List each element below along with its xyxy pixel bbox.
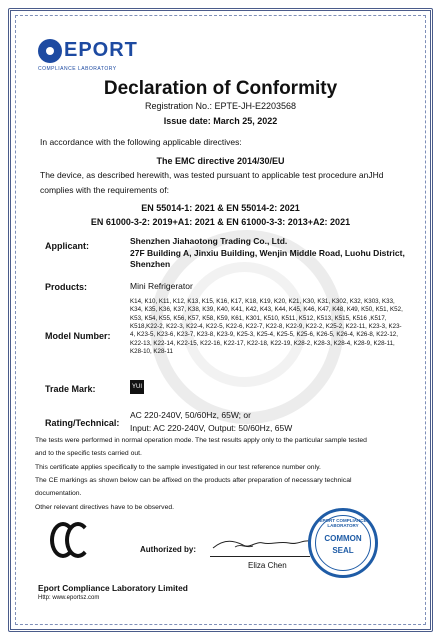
issue-date: Issue date: March 25, 2022: [163, 116, 278, 126]
device-line-2: complies with the requirements of:: [40, 185, 169, 195]
authorized-by-label: Authorized by:: [140, 545, 196, 554]
trade-mark-label: Trade Mark:: [45, 384, 96, 394]
eport-logo: [38, 36, 138, 72]
model-number-list: K14, K10, K11, K12, K13, K15, K16, K17, K18, K19, K20, K21, K30, K31, K302, K32, K303, K33, K34, K35, K36, K37, K38, K39, K40, K41, K42, K43, K44, K45, K46, K47, K48, K49, K50, K51, K52, K53, K54, K55, K56, K57, K58, K59, K61, K301, K510, K511, K512, K513, K515, K516 ,K517, K518,K22-2, K22-3, K22-4, K22-5, K22-6, K22-7, K22-8, K22-9, K22-2, K25-2, K22-11, K23-3, K23-4, K23-5, K23-6, K23-7, K23-8, K23-9, K25-3, K25-4, K25-5, K25-6, K26-5, K26-4, K26-8, K22-12, K22-13, K22-14, K22-15, K22-16, K22-17, K22-18, K22-19, K28-2, K28-3, K28-4, K28-9, K28-11, K28-10, K28-11: [130, 298, 403, 356]
note-line-2: and to the specific tests carried out.: [35, 450, 142, 457]
note-line-3: This certificate applies specifically to the sample investigated in our test reference number only.: [35, 464, 321, 471]
model-number-label: Model Number:: [45, 331, 111, 341]
intro-text: In accordance with the following applicable directives:: [40, 137, 242, 147]
applicant-name: Shenzhen Jiahaotong Trading Co., Ltd.: [130, 236, 288, 246]
products-value: Mini Refrigerator: [130, 281, 193, 291]
standard-1: EN 55014-1: 2021 & EN 55014-2: 2021: [141, 203, 300, 213]
device-line-1: The device, as described herewith, was tested pursuant to applicable test procedure anJHd: [40, 170, 384, 180]
rating-line-2: Input: AC 220-240V, Output: 50/60Hz, 65W: [130, 423, 293, 433]
ce-e-shape: [65, 522, 91, 558]
logo-subtitle: COMPLIANCE LABORATORY: [38, 66, 117, 72]
seal-common-text: COMMON: [324, 534, 362, 543]
footer-company: Eport Compliance Laboratory Limited: [38, 583, 188, 593]
trade-mark-logo: [130, 380, 144, 394]
signature-line: [210, 556, 310, 557]
footer-website: Http: www.eportsz.com: [38, 595, 100, 601]
note-line-6: Other relevant directives have to be observed.: [35, 504, 175, 511]
standard-2: EN 61000-3-2: 2019+A1: 2021 & EN 61000-3-3: 2013+A2: 2021: [90, 217, 351, 227]
ce-mark-icon: [50, 522, 84, 556]
seal-top-text: EPORT COMPLIANCE LABORATORY: [319, 518, 367, 528]
note-line-1: The tests were performed in normal operation mode. The test results apply only to the particular sample tested: [35, 437, 367, 444]
applicant-label: Applicant:: [45, 241, 89, 251]
directive-text: The EMC directive 2014/30/EU: [156, 156, 285, 166]
common-seal-stamp: [308, 508, 378, 578]
logo-text: EPORT: [64, 39, 138, 61]
applicant-address: 27F Building A, Jinxiu Building, Wenjin Middle Road, Luohu District, Shenzhen: [130, 248, 405, 269]
seal-seal-text: SEAL: [332, 546, 354, 555]
trade-mark-text: YUI: [131, 384, 142, 390]
rating-line-1: AC 220-240V, 50/60Hz, 65W; or: [130, 410, 251, 420]
signatory-name: Eliza Chen: [248, 561, 287, 570]
page-title: Declaration of Conformity: [103, 78, 338, 99]
products-label: Products:: [45, 282, 88, 292]
note-line-4: The CE markings as shown below can be affixed on the products after preparation of necessary technical: [35, 477, 352, 484]
eport-logo-mark-icon: [38, 39, 62, 63]
registration-number: Registration No.: EPTE-JH-E2203568: [144, 101, 297, 111]
note-line-5: documentation.: [35, 490, 82, 497]
rating-label: Rating/Technical:: [45, 418, 120, 428]
signature-image: [205, 533, 315, 553]
